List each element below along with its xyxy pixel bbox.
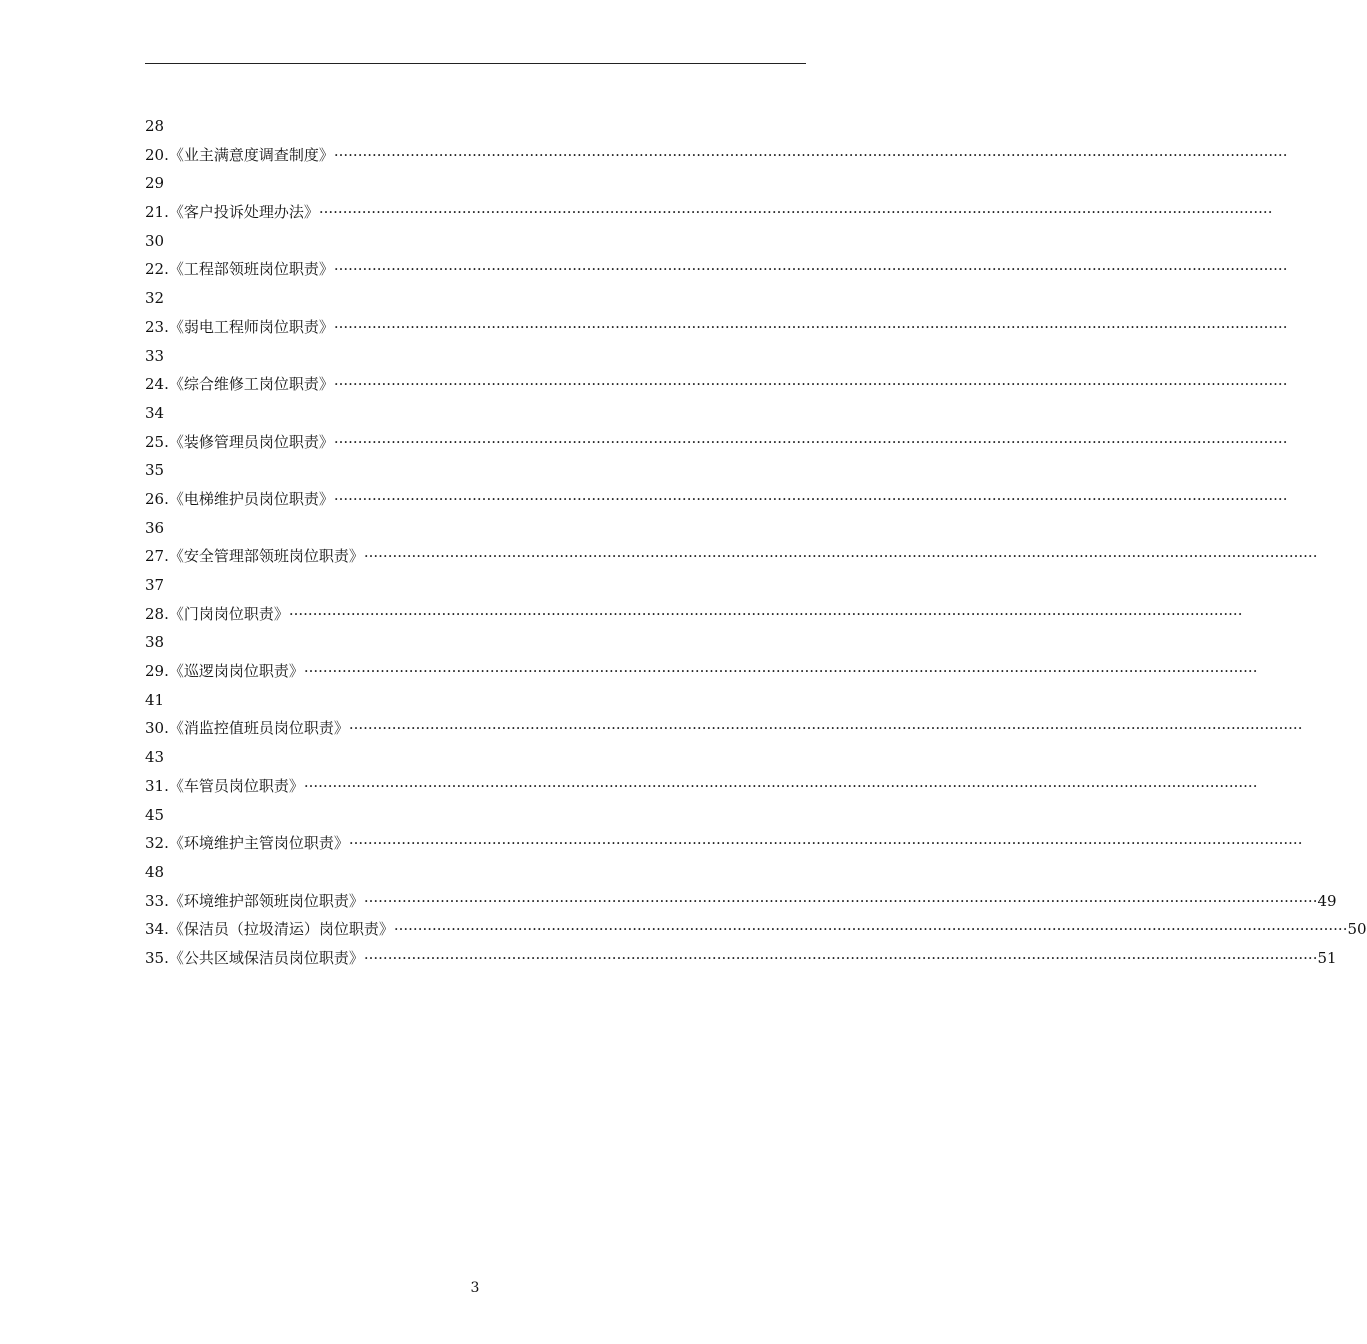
toc-dot-leader: ········································································································································································································ bbox=[348, 719, 1303, 738]
toc-entry-title: 23.《弱电工程师岗位职责》 bbox=[145, 317, 334, 336]
toc-entry bbox=[145, 542, 1318, 571]
toc-dot-leader: ········································································································································································································ bbox=[303, 776, 1258, 795]
toc-page-number-line: 43 bbox=[145, 748, 165, 767]
toc-entry-title: 29.《巡逻岗岗位职责》 bbox=[145, 662, 304, 681]
toc-dot-leader: ········································································································································································································ bbox=[303, 662, 1258, 681]
header-rule bbox=[145, 63, 806, 64]
toc-page-number-line: 38 bbox=[145, 633, 165, 652]
toc-dot-leader: ········································································································································································································ bbox=[333, 145, 1288, 164]
toc-dot-leader: ········································································································································································································ bbox=[348, 834, 1303, 853]
toc-entry bbox=[145, 887, 1337, 916]
toc-dot-leader: ········································································································································································································ bbox=[333, 260, 1288, 279]
toc-entry bbox=[145, 772, 1258, 801]
toc-entry-title: 31.《车管员岗位职责》 bbox=[145, 776, 304, 795]
toc-entry bbox=[145, 255, 1288, 284]
toc-page-number-line: 29 bbox=[145, 174, 165, 193]
toc-dot-leader: ········································································································································································································ bbox=[333, 375, 1288, 394]
toc-entry bbox=[145, 944, 1337, 973]
toc-dot-leader: ········································································································································································································ bbox=[318, 203, 1273, 222]
page-number: 3 bbox=[470, 1280, 480, 1296]
toc-entry bbox=[145, 657, 1258, 686]
toc-dot-leader: ········································································································································································································ bbox=[288, 604, 1243, 623]
toc-entry-title: 26.《电梯维护员岗位职责》 bbox=[145, 489, 334, 508]
toc-entry-title: 20.《业主满意度调查制度》 bbox=[145, 145, 334, 164]
toc-dot-leader: ········································································································································································································ bbox=[363, 891, 1318, 910]
toc-entry-title: 24.《综合维修工岗位职责》 bbox=[145, 375, 334, 394]
toc-page-number-line: 37 bbox=[145, 576, 165, 594]
toc-entry-title: 21.《客户投诉处理办法》 bbox=[145, 203, 319, 222]
table-of-contents bbox=[145, 112, 1367, 973]
toc-page-number-line: 34 bbox=[145, 403, 165, 422]
toc-dot-leader: ········································································································································································································ bbox=[393, 920, 1348, 939]
toc-dot-leader: ········································································································································································································ bbox=[363, 547, 1318, 566]
toc-page-number-line: 45 bbox=[145, 805, 165, 824]
toc-entry-title: 22.《工程部领班岗位职责》 bbox=[145, 260, 334, 279]
toc-page-number-line: 33 bbox=[145, 346, 165, 365]
toc-entry bbox=[145, 198, 1273, 227]
toc-entry-title: 34.《保洁员（拉圾清运）岗位职责》 bbox=[145, 920, 394, 939]
toc-dot-leader: ········································································································································································································ bbox=[333, 432, 1288, 451]
toc-entry bbox=[145, 915, 1367, 944]
toc-entry-title: 33.《环境维护部领班岗位职责》 bbox=[145, 891, 364, 910]
toc-entry bbox=[145, 829, 1303, 858]
toc-entry-page: 51 bbox=[1317, 948, 1337, 967]
toc-entry-page: 49 bbox=[1317, 891, 1337, 910]
toc-dot-leader: ········································································································································································································ bbox=[333, 489, 1288, 508]
toc-entry bbox=[145, 600, 1243, 629]
toc-entry bbox=[145, 714, 1303, 743]
toc-entry-title: 30.《消监控值班员岗位职责》 bbox=[145, 719, 349, 738]
toc-entry bbox=[145, 313, 1288, 342]
toc-entry bbox=[145, 428, 1288, 457]
toc-entry-title: 25.《装修管理员岗位职责》 bbox=[145, 432, 334, 451]
toc-entry-title: 35.《公共区域保洁员岗位职责》 bbox=[145, 948, 364, 967]
toc-entry-title: 32.《环境维护主管岗位职责》 bbox=[145, 834, 349, 853]
toc-page-number-line: 41 bbox=[145, 690, 165, 709]
toc-page-number-line: 28 bbox=[145, 117, 165, 135]
toc-entry-title: 27.《安全管理部领班岗位职责》 bbox=[145, 547, 364, 566]
toc-page-number-line: 30 bbox=[145, 231, 165, 250]
toc-dot-leader: ········································································································································································································ bbox=[363, 948, 1318, 967]
toc-entry bbox=[145, 141, 1288, 170]
toc-entry bbox=[145, 370, 1288, 399]
toc-page-number-line: 48 bbox=[145, 862, 165, 881]
toc-page-number-line: 35 bbox=[145, 461, 165, 480]
toc-entry-page: 50 bbox=[1347, 920, 1367, 939]
toc-page-number-line: 32 bbox=[145, 289, 165, 308]
toc-dot-leader: ········································································································································································································ bbox=[333, 317, 1288, 336]
toc-entry bbox=[145, 485, 1288, 514]
toc-entry-title: 28.《门岗岗位职责》 bbox=[145, 604, 289, 623]
toc-page-number-line: 36 bbox=[145, 518, 165, 537]
